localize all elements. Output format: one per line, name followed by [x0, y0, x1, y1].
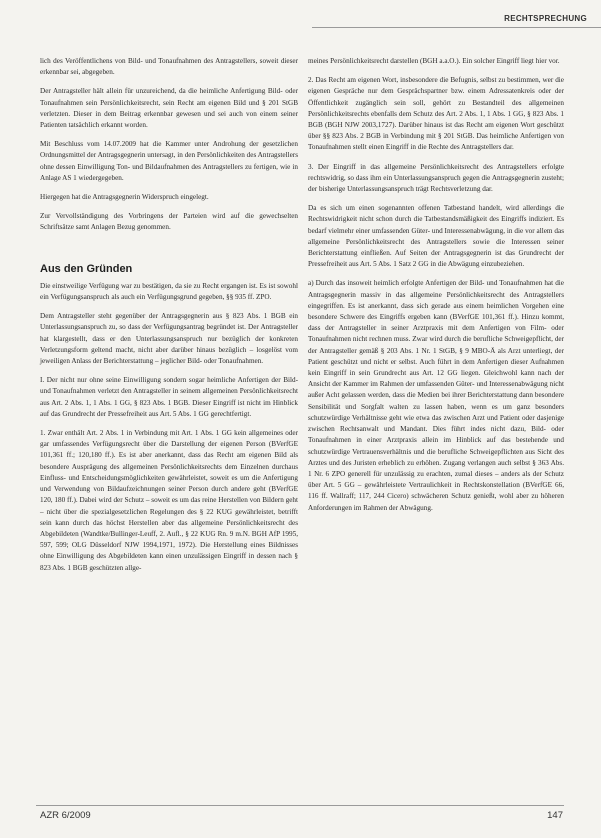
left-column [40, 56, 298, 582]
paragraph: Da es sich um einen sogenannten offenen Tatbestand handelt, wird allerdings die Rechtswidrigkeit nicht schon durch die Tatbestandsmäßigkeit des Eingriffs indiziert. Es bedarf vielmehr einer umfassenden Güter- und Interessenabwägung, in die vor allem das allgemeine Persönlichkeitsrecht des Antragstellers sowie die Interessen seiner Berichterstattung einfließen. Auf Seiten der Antragsgegnerin ist das Grundrecht der Pressefreiheit aus Art. 5 Abs. 1 Satz 2 GG in die Abwägung einzubeziehen. [308, 204, 564, 269]
section-heading: Aus den Gründen [40, 262, 133, 275]
paragraph: meines Persönlichkeitsrecht darstellen (BGH a.a.O.). Ein solcher Eingriff liegt hier vor. [308, 57, 560, 65]
header-rule [312, 27, 601, 28]
page-header [0, 0, 601, 40]
section-label: RECHTSPRECHUNG [504, 14, 587, 23]
paragraph: 1. Zwar enthält Art. 2 Abs. 1 in Verbindung mit Art. 1 Abs. 1 GG kein allgemeines oder gar umfassendes Verfügungsrecht über die Darstellung der eigenen Person (BVerfGE 101,361 ff.; 120,180 ff.). Es ist aber anerkannt, dass das Recht am eigenen Bild als besondere Ausprägung des allgemeinen Persönlichkeitsrechts dem Einzelnen durchaus Einfluss- und Entscheidungsmöglichkeiten gewährleistet, soweit es um die Anfertigung und Verwendung von Bildaufzeichnungen seiner Person durch andere geht (BVerfGE 120, 180 ff.). Dabei wird der Schutz – soweit es um das reine Herstellen von Bildern geht – nicht über die spezialgesetzlichen Regelungen des § 22 KUG gewährleistet, betrifft sein kann durch das höchst Herstellen aber das allgemeine Persönlichkeitsrecht des Abgebildeten (Wandtke/Bullinger-Leuff, 2. Aufl., § 22 KUG Rn. 9 m.N. BGH AfP 1995, 597, 599; OLG Düsseldorf NJW 1994,1971, 1972). Die Herstellung eines Bildnisses ohne Einwilligung des Abgebildeten kann einen unzulässigen Eingriff in dessen nach § 823 Abs. 1 BGB geschützten allge- [40, 429, 298, 572]
paragraph: I. Der nicht nur ohne seine Einwilligung sondern sogar heimliche Anfertigen der Bild- und Tonaufnahmen verletzt den Antragsteller in seinem allgemeinen Persönlichkeitsrecht aus Art. 2 Abs. 1, 1 Abs. 1 GG, § 823 Abs. 1 BGB. Dieser Eingriff ist nicht im Hinblick auf das Grundrecht der Pressefreiheit aus Art. 5 Abs. 1 GG gerechtfertigt. [40, 376, 298, 418]
paragraph: Die einstweilige Verfügung war zu bestätigen, da sie zu Recht ergangen ist. Es ist sowohl ein Verfügungsanspruch als auch ein Verfügungsgrund gegeben, §§ 935 ff. ZPO. [40, 281, 298, 302]
paragraph: Hiergegen hat die Antragsgegnerin Widerspruch eingelegt. [40, 193, 209, 202]
right-column [308, 56, 564, 522]
paragraph: Zur Vervollständigung des Vorbringens der Parteien wird auf die gewechselten Schriftsätze samt Anlagen Bezug genommen. [40, 212, 298, 232]
paragraph: lich des Veröffentlichens von Bild- und Tonaufnahmen des Antragstellers, soweit dieser erkennbar sei, abgegeben. [40, 57, 298, 77]
paragraph: 3. Der Eingriff in das allgemeine Persönlichkeitsrecht des Antragstellers erfolgte rechtswidrig, so dass ihm ein Unterlassungsanspruch gegen die Antragsgegnerin zusteht; der bisherige Unterlassungsanspruch trägt Rechtsverletzung dar. [308, 162, 564, 194]
paragraph: a) Durch das insoweit heimlich erfolgte Anfertigen der Bild- und Tonaufnahmen hat die Antragsgegnerin massiv in das allgemeine Persönlichkeitsrecht des Antragstellers eingegriffen. Es ist anerkannt, dass sich gerade aus einem heimlichen Vorgehen eine besondere Schwere des Eingriffs ergeben kann (BVerfGE 101,361 ff.). Hinzu kommt, dass der Antragsteller in seiner Arztpraxis mit dem Anfertigen von Film- oder Tonaufnahmen nicht rechnen muss. Zwar wird durch die berufliche Schweigepflicht, der der Antragsteller gemäß § 203 Abs. 1 Nr. 1 StGB, § 9 MBO-Ä als Arzt unterliegt, der Patient geschützt und nicht er selbst. Auch führt in dem Anfertigen dieser Aufnahmen kein Eingriff in sein Grundrecht aus Art. 12 GG liegen. Gleichwohl kann nach der Ansicht der Kammer im Rahmen der umfassenden Güter- und Interessenabwägung nicht außer Acht gelassen werden, dass die Medien bei ihrer Berichterstattung dann besondere Sensibilität und Sorgfalt walten zu lassen haben, wenn es um ganz besonders schutzwürdige Verhältnisse geht wie etwa das zwischen Arzt und Patient oder dasjenige zwischen Rechtsanwalt und Mandant. Dies führt indes nicht dazu, Bild- oder Tonaufnahmen in einer Arztpraxis allein im Hinblick auf das bestehende und schutzwürdige Vertrauensverhältnis und die berufliche Schweigepflichten aus Sicht des Arztes und des Juristen erheblich zu erhöhen. Zugang verlangen auch selbst § 363 Abs. 1 Nr. 6 ZPO generell für unzulässig zu erachten, zumal dieses – anders als der Schutz über Art. 5 GG – gewährleistete Vertraulichkeit in Rechtskonstellation (BVerfGE 66, 116 ff. Wallraff; 117, 244 Cicero) schwächeren Schutz genießt, wohl aber zu höheren Anforderungen im Rahmen der Abwägung. [308, 279, 564, 512]
paragraph: 2. Das Recht am eigenen Wort, insbesondere die Befugnis, selbst zu bestimmen, wer die eigenen Gespräche nur dem Gesprächspartner bzw. einem Adressatenkreis oder der Öffentlichkeit zugänglich sein soll, gehört zu Bestandteil des allgemeinen Persönlichkeitsrechts ebenfalls dem Schutz des Art. 2 Abs. 1, 1 Abs. 1 GG, § 823 Abs. 1 BGB (BGH NJW 2003,1727). Darüber hinaus ist das Recht am eigenen Wort geschützt über §§ 823 Abs. 2 BGB in Verbindung mit § 201 StGB. Das heimliche Anfertigen von Tonaufnahmen stellt einen Eingriff in die Rechte des Antragstellers dar. [308, 76, 564, 152]
page-number: 147 [547, 810, 563, 821]
journal-reference: AZR 6/2009 [40, 810, 91, 821]
paragraph: Dem Antragsteller steht gegenüber der Antragsgegnerin aus § 823 Abs. 1 BGB ein Unterlassungsanspruch zu, so dass der Verfügungsantrag begründet ist. Der Antragsteller hat klargestellt, dass er den Unterlassungsanspruch nur bezüglich der konkreten Verletzungsform geltend macht, nicht aber darüber hinaus bezüglich – losgelöst vom jeweiligen Anlass der Berichterstattung – jeglicher Bild- oder Tonaufnahmen. [40, 312, 298, 366]
paragraph: Mit Beschluss vom 14.07.2009 hat die Kammer unter Androhung der gesetzlichen Ordnungsmittel der Antragsgegnerin untersagt, in den Persönlichkeiten des Antragstellers ohne dessen Einwilligung Ton- und Bildaufnahmen des Antragstellers zu fertigen, wie in Anlage AS 1 wiedergegeben. [40, 140, 298, 182]
footer-rule [36, 805, 564, 806]
paragraph: Der Antragsteller hält allein für unzureichend, da die heimliche Anfertigung Bild- oder Tonaufnahmen sein Persönlichkeitsrecht, sein Recht am eigenen Bild und § 201 StGB verletzten. Dieser in dem Beitrag erkennbar gewesen und sei auch von einem seiner Patienten tatsächlich erkannt worden. [40, 87, 298, 130]
